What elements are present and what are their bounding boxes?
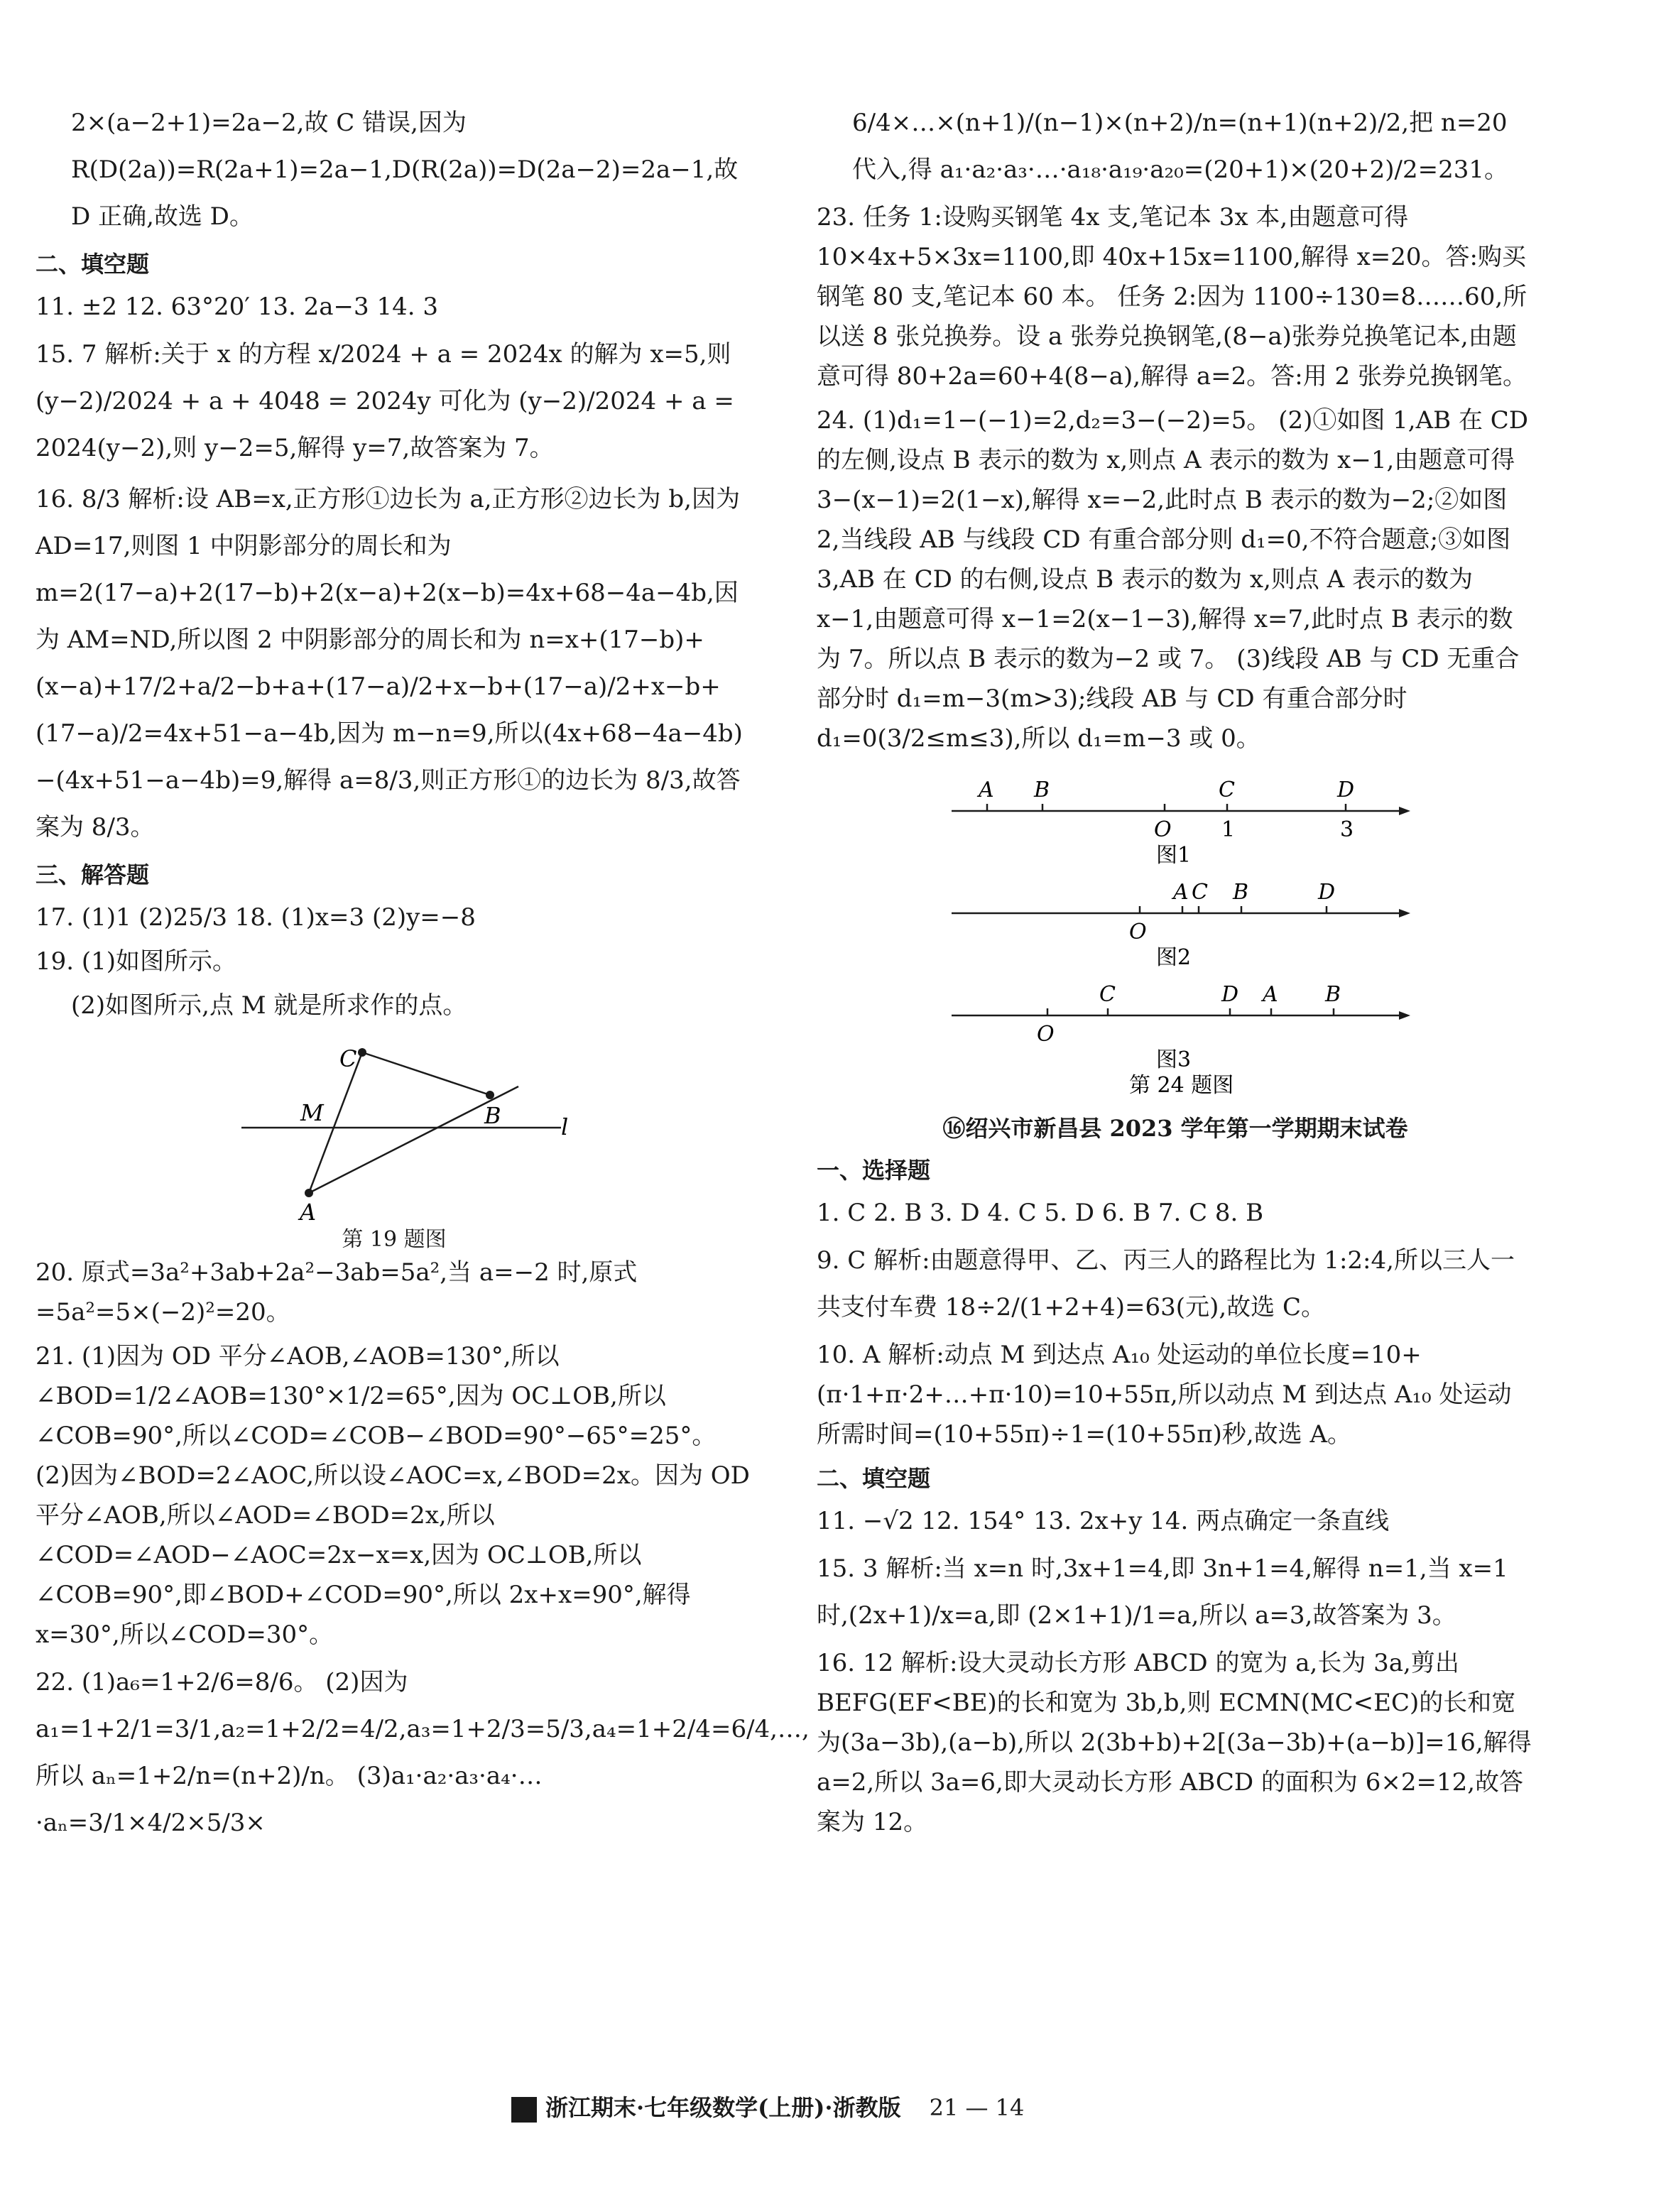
figure-19 [36, 1030, 753, 1253]
page-number: 21 — 14 [929, 2094, 1025, 2121]
label-a: A [979, 778, 994, 802]
arrow-2 [1399, 909, 1410, 917]
label-o: O [1154, 817, 1172, 842]
caption-fig3: 图3 [1156, 1047, 1192, 1072]
label-b: B [1325, 982, 1341, 1007]
label-c: C [1099, 982, 1116, 1007]
label-d: D [1221, 982, 1239, 1007]
right-column [817, 99, 1534, 1846]
figure-24-svg [817, 763, 1534, 1096]
figure-24 [817, 763, 1534, 1096]
figure-24-caption: 第 24 题图 [1129, 1073, 1234, 1096]
answer-paragraph: 15. 3 解析:当 x=n 时,3x+1=4,即 3n+1=4,解得 n=1,当 x=1 时,(2x+1)/x=a,即 (2×1+1)/1=a,所以 a=3,故答案为 3。 [817, 1554, 1508, 1630]
label-m: M [300, 1099, 324, 1126]
figure-19-caption: 第 19 题图 [342, 1227, 447, 1252]
figure-19-svg [36, 1030, 753, 1221]
answer-paragraph: 10. A 解析:动点 M 到达点 A₁₀ 处运动的单位长度=10+(π·1+π·2+…+π·10)=10+55π,所以动点 M 到达点 A₁₀ 处运动所需时间=(10+55π)÷1=(10+55π)秒,故选 A。 [817, 1341, 1512, 1449]
answer-paragraph: 15. 7 解析:关于 x 的方程 x/2024 + a = 2024x 的解为 x=5,则 (y−2)/2024 + a + 4048 = 2024y 可化为 (y−2)/2024 + a = 2024(y−2),则 y−2=5,解得 y=7,故答案为 7。 [36, 340, 734, 462]
answer-paragraph: 17. (1)1 (2)25/3 18. (1)x=3 (2)y=−8 [36, 903, 476, 932]
label-a: A [1173, 880, 1189, 905]
page-footer [511, 2086, 1150, 2129]
answer-paragraph: 11. −√2 12. 154° 13. 2x+y 14. 两点确定一条直线 [817, 1507, 1390, 1535]
answer-paragraph: 16. 12 解析:设大灵动长方形 ABCD 的宽为 a,长为 3a,剪出 BEFG(EF<BE)的长和宽为 3b,b,则 ECMN(MC<EC)的长和宽为(3a−3b),(a−b),所以 2(3b+b)+2[(3a−3b)+(a−b)]=16,解得 a=2,所以 3a=6,即大灵动长方形 ABCD 的面积为 6×2=12,故答案为 12。 [817, 1649, 1532, 1836]
answer-paragraph: 9. C 解析:由题意得甲、乙、丙三人的路程比为 1:2:4,所以三人一共支付车费 18÷2/(1+2+4)=63(元),故选 C。 [817, 1246, 1515, 1322]
point-a [305, 1189, 313, 1197]
point-c [358, 1048, 366, 1057]
section-header: 二、填空题 [36, 251, 150, 278]
label-a: A [300, 1199, 317, 1221]
caption-fig2: 图2 [1156, 945, 1192, 970]
label-b: B [484, 1102, 501, 1129]
label-c: C [1192, 880, 1208, 905]
label-o: O [1037, 1022, 1055, 1047]
answer-paragraph: 2×(a−2+1)=2a−2,故 C 错误,因为 R(D(2a))=R(2a+1)=2a−1,D(R(2a))=D(2a−2)=2a−1,故 D 正确,故选 D。 [71, 109, 739, 231]
label-d: D [1337, 778, 1355, 802]
section-header: 二、填空题 [817, 1465, 931, 1492]
label-a: A [1263, 982, 1278, 1007]
label-3: 3 [1340, 817, 1354, 842]
book-title: 浙江期末·七年级数学(上册)·浙教版 [545, 2094, 901, 2121]
answer-paragraph: 21. (1)因为 OD 平分∠AOB,∠AOB=130°,所以∠BOD=1/2∠AOB=130°×1/2=65°,因为 OC⊥OB,所以∠COB=90°,所以∠COD=∠COB−∠BOD=90°−65°=25°。 (2)因为∠BOD=2∠AOC,所以设∠AOC=x,∠BOD=2x。因为 OD 平分∠AOB,所以∠AOD=∠BOD=2x,所以∠COD=∠AOD−∠AOC=2x−x=x,因为 OC⊥OB,所以∠COB=90°,即∠BOD+∠COD=90°,所以 2x+x=90°,解得 x=30°,所以∠COD=30°。 [36, 1342, 750, 1649]
answer-paragraph: 16. 8/3 解析:设 AB=x,正方形①边长为 a,正方形②边长为 b,因为 AD=17,则图 1 中阴影部分的周长和为 m=2(17−a)+2(17−b)+2(x−a)+2(x−b)=4x+68−4a−4b,因为 AM=ND,所以图 2 中阴影部分的周长和为 n=x+(17−b)+(x−a)+17/2+a/2−b+a+(17−a)/2+x−b+(17−a)/2+x−b+(17−a)/2=4x+51−a−4b,因为 m−n=9,所以(4x+68−4a−4b)−(4x+51−a−4b)=9,解得 a=8/3,则正方形①的边长为 8/3,故答案为 8/3。 [36, 485, 743, 841]
answer-paragraph: 6/4×…×(n+1)/(n−1)×(n+2)/n=(n+1)(n+2)/2,把 n=20 代入,得 a₁·a₂·a₃·…·a₁₈·a₁₉·a₂₀=(20+1)×(20+2)/2=231。 [852, 109, 1509, 184]
label-d: D [1318, 880, 1336, 905]
book-mark-icon [511, 2097, 537, 2123]
exam-title: ⑯绍兴市新昌县 2023 学年第一学期期末试卷 [942, 1115, 1408, 1142]
segment-cb [362, 1052, 490, 1095]
label-c: C [1219, 778, 1235, 802]
left-column [36, 99, 810, 1851]
label-b: B [1233, 880, 1249, 905]
answer-paragraph: 22. (1)a₆=1+2/6=8/6。 (2)因为 a₁=1+2/1=3/1,a₂=1+2/2=4/2,a₃=1+2/3=5/3,a₄=1+2/4=6/4,…,所以 aₙ=1+2/n=(n+2)/n。 (3)a₁·a₂·a₃·a₄·…·aₙ=3/1×4/2×5/3× [36, 1668, 810, 1837]
answer-paragraph: 23. 任务 1:设购买钢笔 4x 支,笔记本 3x 本,由题意可得 10×4x+5×3x=1100,即 40x+15x=1100,解得 x=20。答:购买钢笔 80 支,笔记本 60 本。 任务 2:因为 1100÷130=8……60,所以送 8 张兑换券。设 a 张券兑换钢笔,(8−a)张券兑换笔记本,由题意可得 80+2a=60+4(8−a),解得 a=2。答:用 2 张券兑换钢笔。 [817, 203, 1527, 391]
answer-paragraph: 11. ±2 12. 63°20′ 13. 2a−3 14. 3 [36, 293, 438, 321]
section-header: 三、解答题 [36, 861, 150, 888]
answer-paragraph: 1. C 2. B 3. D 4. C 5. D 6. B 7. C 8. B [817, 1199, 1264, 1227]
answer-paragraph: 20. 原式=3a²+3ab+2a²−3ab=5a²,当 a=−2 时,原式=5a²=5×(−2)²=20。 [36, 1258, 638, 1326]
answer-paragraph: 19. (1)如图所示。 [36, 947, 237, 976]
label-o: O [1129, 920, 1147, 944]
label-l: l [561, 1113, 569, 1140]
label-b: B [1034, 778, 1050, 802]
label-1: 1 [1221, 817, 1236, 842]
section-header: 一、选择题 [817, 1157, 931, 1184]
arrow-3 [1399, 1011, 1410, 1020]
answer-paragraph: (2)如图所示,点 M 就是所求作的点。 [71, 991, 467, 1020]
answer-paragraph: 24. (1)d₁=1−(−1)=2,d₂=3−(−2)=5。 (2)①如图 1,AB 在 CD 的左侧,设点 B 表示的数为 x,则点 A 表示的数为 x−1,由题意可得 3−(x−1)=2(1−x),解得 x=−2,此时点 B 表示的数为−2;②如图 2,当线段 AB 与线段 CD 有重合部分则 d₁=0,不符合题意;③如图 3,AB 在 CD 的右侧,设点 B 表示的数为 x,则点 A 表示的数为 x−1,由题意可得 x−1=2(x−1−3),解得 x=7,此时点 B 表示的数为 7。所以点 B 表示的数为−2 或 7。 (3)线段 AB 与 CD 无重合部分时 d₁=m−3(m>3);线段 AB 与 CD 有重合部分时 d₁=0(3/2≤m≤3),所以 d₁=m−3 或 0。 [817, 406, 1529, 753]
arrow-1 [1399, 807, 1410, 815]
point-b [486, 1091, 494, 1099]
label-c: C [339, 1045, 357, 1072]
caption-fig1: 图1 [1156, 843, 1192, 868]
